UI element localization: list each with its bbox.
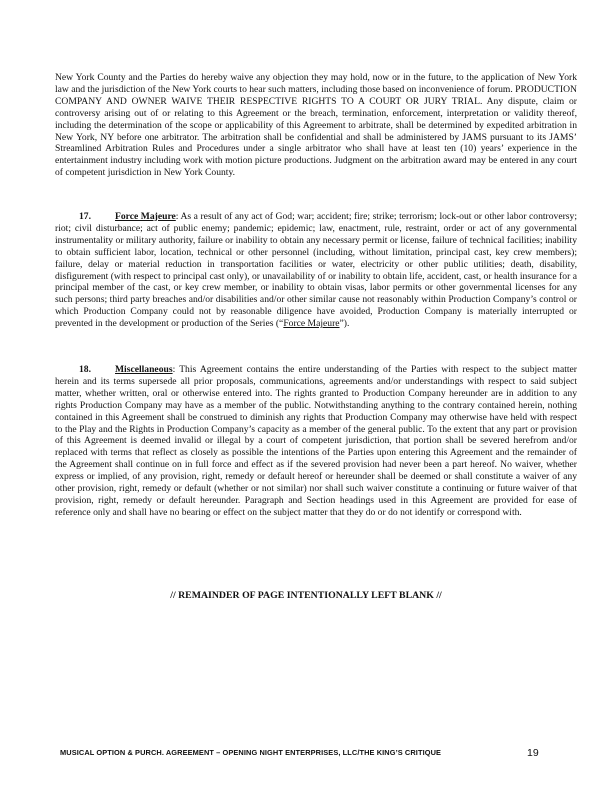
section-18-miscellaneous xyxy=(55,364,577,519)
paragraph-continuation: New York County and the Parties do hereby waive any objection they may hold, now or in the future, to the application of New York law and the jurisdiction of the New York courts to hear such matters, including those based on inconvenience of forum. PRODUCTION COMPANY AND OWNER WAIVE THEIR RESPECTIVE RIGHTS TO A COURT OR JURY TRIAL. Any dispute, claim or controversy arising out of or relating to this Agreement or the breach, termination, enforcement, interpretation or validity thereof, including the determination of the scope or applicability of this Agreement to arbitrate, shall be determined by expedited arbitration in New York, NY before one arbitrator. The arbitration shall be confidential and shall be administered by JAMS pursuant to its JAMS’ Streamlined Arbitration Rules and Procedures under a single arbitrator who shall have at least ten (10) years’ experience in the entertainment industry including work with motion picture productions. Judgment on the arbitration award may be entered in any court of competent jurisdiction in New York County. xyxy=(55,72,577,179)
section-text: : As a result of any act of God; war; accident; fire; strike; terrorism; lock-out or other labor controversy; riot; civil disturbance; act of public enemy; pandemic; epidemic; law, enactment, rule, restraint, order or act of any governmental instrumentality or military authority, failure or inability to obtain any necessary permit or license, failure of technical facilities; inability to obtain sufficient labor, location, technical or other personnel (including, without limitation, principal cast, key crew members); failure, delay or material reduction in transportation facilities or water, electricity or other public utilities; death, disability, disfigurement (with respect to principal cast only), or unavailability of or inability to obtain life, accident, cast, or health insurance for a principal member of the cast, or key crew member, or inability to obtain visas, labor permits or other governmental licenses for any such persons; third party breaches and/or disabilities and/or other similar cause not reasonably within Production Company’s control or which Production Company could not by reasonable diligence have avoided, Production Company is materially interrupted or prevented in the development or production of the Series (“ xyxy=(55,211,577,330)
section-number: 18. xyxy=(79,364,91,375)
section-text: : This Agreement contains the entire understanding of the Parties with respect to the subject matter herein and its terms supersede all prior proposals, communications, agreements and/or understandings with respect to said subject matter, whether written, oral or otherwise entered into. The rights granted to Production Company hereunder are in addition to any rights Production Company may have as a member of the public. Notwithstanding anything to the contrary contained herein, nothing contained in this Agreement shall be construed to diminish any rights that Production Company may otherwise have held with respect to the Play and the Rights in Production Company’s capacity as a member of the general public. To the extent that any part or provision of this Agreement is deemed invalid or illegal by a court of competent jurisdiction, that portion shall be severed herefrom and/or replaced with terms that reflect as closely as possible the intentions of the Parties upon entering this Agreement and the remainder of the Agreement shall continue on in full force and effect as if the severed provision had never been a part hereof. No waiver, whether express or implied, of any provision, right, remedy or default hereof or hereunder shall be deemed or shall constitute a waiver of any other provision, right, remedy or default (whether or not similar) nor shall such waiver constitute a continuing or future waiver of that provision, right, remedy or default hereunder. Paragraph and Section headings used in this Agreement are provided for ease of reference only and shall have no bearing or effect on the subject matter that they do or do not identify or correspond with. xyxy=(55,364,577,518)
section-17-force-majeure xyxy=(55,211,577,330)
section-heading: Miscellaneous xyxy=(115,364,173,375)
page-number: 19 xyxy=(527,747,539,759)
defined-term: Force Majeure xyxy=(283,318,340,330)
section-heading: Force Majeure xyxy=(115,211,176,222)
section-closing: ”). xyxy=(339,318,350,330)
remainder-blank-notice: // REMAINDER OF PAGE INTENTIONALLY LEFT BLANK // xyxy=(170,590,442,601)
section-number: 17. xyxy=(79,211,91,222)
footer-document-title: MUSICAL OPTION & PURCH. AGREEMENT – OPENING NIGHT ENTERPRISES, LLC/THE KING’S CRITIQUE xyxy=(60,748,442,757)
